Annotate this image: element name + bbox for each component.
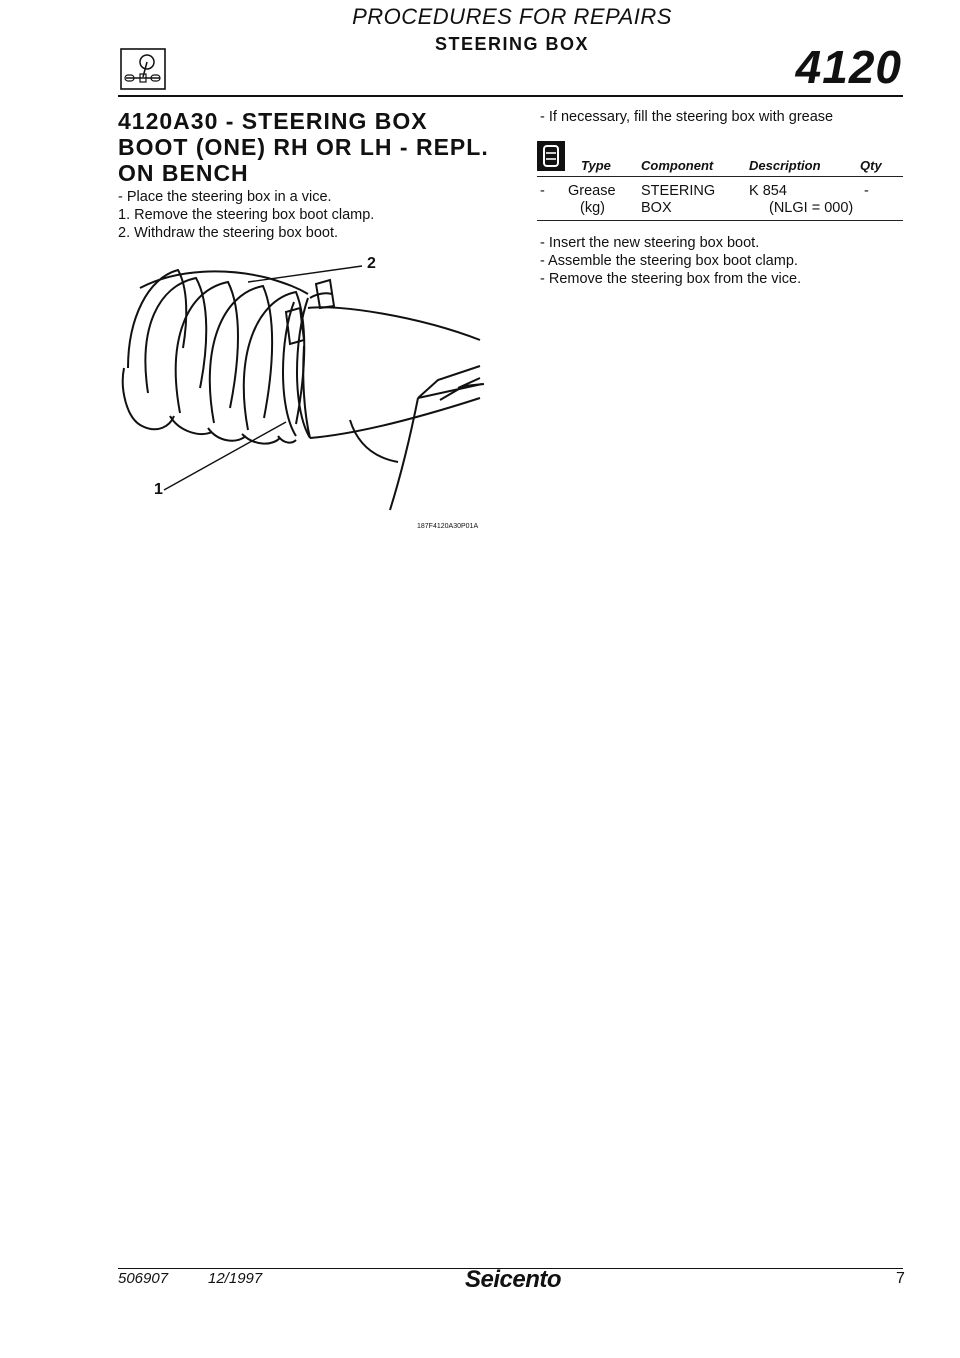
right-steps [540,234,801,288]
chapter-code: 4120 [795,41,902,93]
cell-line: BOX [641,200,672,216]
boot-illustration [118,248,508,538]
brand-logo: Seicento [465,1266,562,1293]
table-cell-description [749,183,853,217]
procedure-step: 2. Withdraw the steering box boot. [118,225,339,241]
title-line: 4120A30 - STEERING BOX [118,108,428,134]
right-step: - Assemble the steering box boot clamp. [540,253,798,269]
table-cell-component [641,183,715,217]
page-number: 7 [896,1270,905,1287]
cell-line: K 854 [749,183,787,199]
procedure-step: 1. Remove the steering box boot clamp. [118,207,375,223]
procedure-title [118,108,498,186]
callout-2: 2 [367,255,376,272]
header-rule [118,95,903,97]
table-bottom-rule [537,220,903,221]
callout-1: 1 [154,481,163,498]
grease-step: - If necessary, fill the steering box with grease [540,109,834,125]
figure-code: 187F4120A30P01A [417,523,479,530]
lubricant-icon [537,141,565,171]
doc-number: 506907 [118,1270,169,1287]
table-header-qty: Qty [860,158,882,173]
section-title: STEERING BOX [434,34,590,54]
procedure-step: - Place the steering box in a vice. [118,189,332,205]
procedure-steps [118,188,374,242]
table-top-rule [537,176,903,177]
right-step: - Insert the new steering box boot. [540,235,760,251]
cell-line: (kg) [580,200,605,216]
header-kicker: PROCEDURES FOR REPAIRS [352,4,672,29]
cell-line: STEERING [641,183,716,199]
table-header-description: Description [749,158,821,173]
doc-date: 12/1997 [208,1270,263,1287]
table-row-dash: - [540,183,545,199]
steering-icon [120,48,166,90]
cell-line: (NLGI = 000) [769,200,854,216]
table-cell-qty: - [864,183,869,199]
table-header-component: Component [641,158,714,173]
title-line: BOOT (ONE) RH OR LH - REPL. [118,134,489,160]
cell-line: Grease [568,183,616,199]
table-header-type: Type [581,158,611,173]
right-step: - Remove the steering box from the vice. [540,271,802,287]
table-cell-type [568,183,616,217]
title-line: ON BENCH [118,160,249,186]
